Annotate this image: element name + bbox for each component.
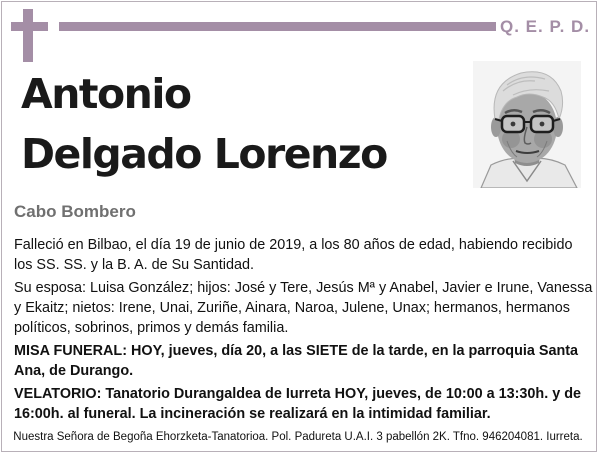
wake-paragraph: VELATORIO: Tanatorio Durangaldea de Iurreta HOY, jueves, de 10:00 a 13:30h. y de 16:00h. al funeral. La incineración se realizará en la intimidad familiar.	[14, 386, 582, 422]
deceased-role: Cabo Bombero	[14, 202, 136, 221]
death-notice-paragraph: Falleció en Bilbao, el día 19 de junio de 2019, a los 80 años de edad, habiendo recibido los SS. SS. y la B. A. de Su Santidad.	[14, 237, 573, 273]
portrait-image	[473, 61, 581, 188]
funeral-mass-paragraph: MISA FUNERAL: HOY, jueves, día 20, a las SIETE de la tarde, en la parroquia Santa Ana, de Durango.	[14, 343, 579, 379]
portrait-photo	[473, 61, 581, 188]
family-paragraph: Su esposa: Luisa González; hijos: José y Tere, Jesús Mª y Anabel, Javier e Irune, Vanessa y Ekaitz; nietos: Irene, Unai, Zuriñe, Ainara, Naroa, Julene, Unax; hermanos, hermanos políticos, sobrinos, primos y demás familia.	[14, 280, 593, 336]
deceased-surnames: Delgado Lorenzo	[21, 130, 387, 178]
cross-icon-vertical	[23, 9, 33, 62]
header-rule	[59, 22, 496, 31]
funeral-home-footer: Nuestra Señora de Begoña Ehorzketa-Tanatorioa. Pol. Padureta U.A.I. 3 pabellón 2K. Tfno. 946204081. Iurreta.	[13, 431, 583, 443]
deceased-first-name: Antonio	[21, 70, 191, 118]
qepd-label: Q. E. P. D.	[500, 17, 591, 36]
cross-icon-horizontal	[11, 22, 48, 31]
